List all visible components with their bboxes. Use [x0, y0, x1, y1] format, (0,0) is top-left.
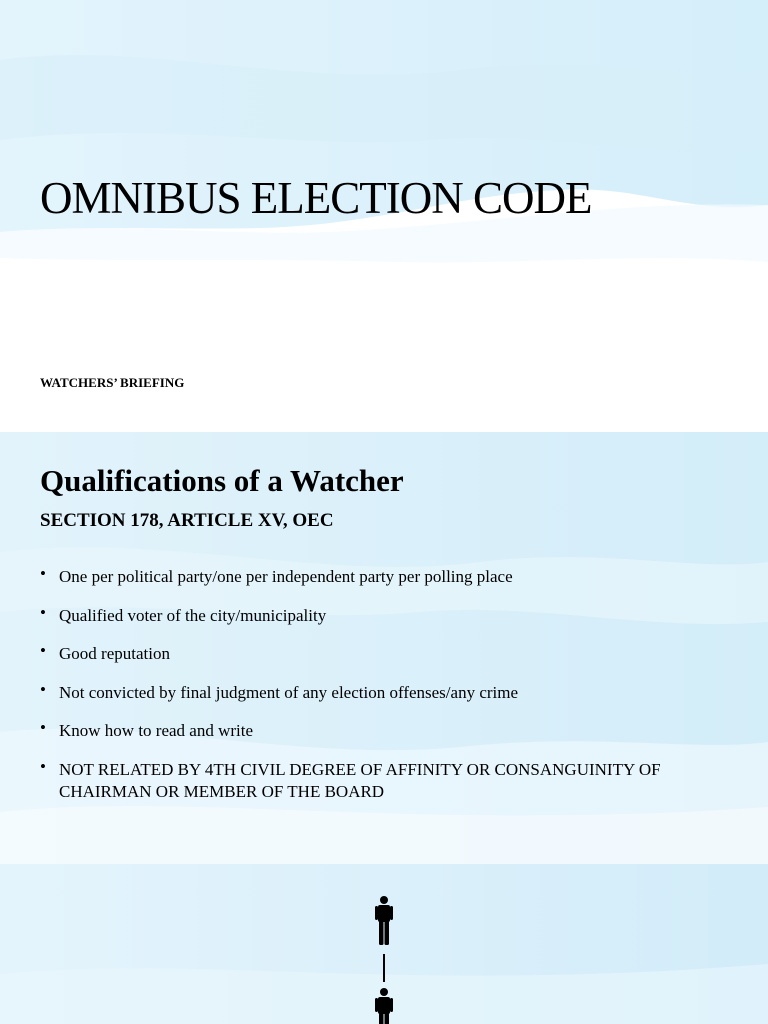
diagram-slide: [0, 864, 768, 1024]
list-item-text: Know how to read and write: [59, 721, 254, 740]
list-item: [40, 756, 740, 803]
list-item-text: One per political party/one per independent party per polling place: [59, 567, 513, 586]
list-item: [40, 720, 740, 742]
slide-title: OMNIBUS ELECTION CODE: [40, 173, 592, 223]
list-item: [40, 602, 740, 627]
bullet-icon: •: [40, 564, 46, 583]
list-item: [40, 643, 740, 665]
bullet-icon: •: [40, 641, 46, 660]
list-item: [40, 679, 740, 704]
qualifications-slide: [0, 432, 768, 864]
bullet-icon: •: [40, 718, 46, 737]
bullet-icon: •: [40, 679, 46, 699]
connector-line: [383, 954, 385, 982]
person-icon: [375, 896, 393, 946]
slide-subtitle: WATCHERS’ BRIEFING: [40, 375, 185, 390]
list-item-text: Not convicted by final judgment of any election offenses/any crime: [59, 682, 519, 702]
person-icon: [375, 988, 393, 1024]
qualifications-list: [40, 566, 740, 819]
slide-title: Qualifications of a Watcher: [40, 463, 404, 498]
list-item-text: Good reputation: [59, 644, 170, 663]
list-item-text: Qualified voter of the city/municipality: [59, 605, 327, 625]
list-item: [40, 566, 740, 588]
title-slide: [0, 0, 768, 432]
list-item-text: NOT RELATED BY 4TH CIVIL DEGREE OF AFFINITY OR CONSANGUINITY OF CHAIRMAN OR MEMBER OF THE BOARD: [59, 759, 661, 801]
bullet-icon: •: [40, 602, 46, 622]
slide-subtitle: SECTION 178, ARTICLE XV, OEC: [40, 510, 334, 531]
bullet-icon: •: [40, 756, 46, 776]
